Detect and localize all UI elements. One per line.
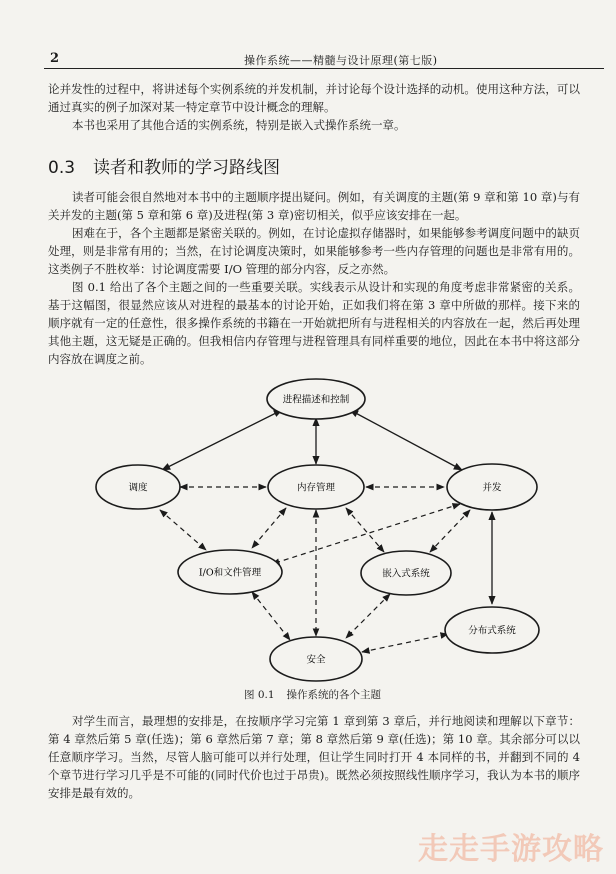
paragraph-5: 图 0.1 给出了各个主题之间的一些重要关联。实线表示从设计和实现的角度考虑非常紧密的关系。基于这幅图，很显然应该从对进程的最基本的讨论开始，正如我们将在第 3 章中所做的那样。接下来的顺序就有一定的任意性，很多操作系统的书籍在一开始就把所有与进程相关的内容放在一起，然后再处理其他主题，这无疑是正确的。但我相信内存管理与进程管理具有同样重要的地位，因此在本书中将这部分内容放在调度之前。 bbox=[48, 280, 580, 366]
paragraph-4: 困难在于，各个主题都是紧密关联的。例如，在讨论虚拟存储器时，如果能够参考调度问题中的缺页处理，则是非常有用的；当然，在讨论调度决策时，如果能够参考一些内存管理的问题也是非常有用的。这类例子不胜枚举：讨论调度需要 I/O 管理的部分内容，反之亦然。 bbox=[48, 226, 580, 276]
page-number: 2 bbox=[50, 51, 60, 66]
edge-process-scheduling bbox=[162, 410, 282, 470]
node-memory-label: 内存管理 bbox=[296, 482, 336, 494]
node-scheduling-label: 调度 bbox=[128, 482, 148, 494]
paragraph-2: 本书也采用了其他合适的实例系统，特别是嵌入式操作系统一章。 bbox=[72, 118, 406, 132]
edge-scheduling-io bbox=[160, 510, 206, 550]
node-process-label: 进程描述和控制 bbox=[282, 394, 350, 406]
node-security bbox=[270, 637, 362, 681]
node-concurrency-label: 并发 bbox=[482, 482, 502, 494]
node-io-files bbox=[178, 550, 282, 594]
edge-embedded-security bbox=[346, 594, 390, 638]
node-security-label: 安全 bbox=[306, 654, 326, 666]
node-memory bbox=[268, 465, 364, 509]
watermark-logo: 走走手游攻略 bbox=[418, 832, 604, 867]
edge-memory-io bbox=[252, 508, 286, 548]
figure-caption bbox=[244, 687, 381, 702]
node-concurrency bbox=[447, 464, 537, 510]
node-distributed-label: 分布式系统 bbox=[468, 625, 516, 637]
figure-number: 图 0.1 bbox=[244, 689, 275, 701]
node-embedded bbox=[361, 551, 451, 595]
node-scheduling bbox=[96, 465, 180, 509]
edge-concurrency-embedded bbox=[430, 510, 470, 552]
paragraph-6: 对学生而言，最理想的安排是，在按顺序学习完第 1 章到第 3 章后，并行地阅读和理解以下章节：第 4 章然后第 5 章(任选)；第 6 章然后第 7 章；第 8 章然后第 9 章(任选)；第 10 章。其余部分可以以任意顺序学习。当然，尽管人脑可能可以并行处理，但让学生同时打开 4 本同样的书，并翻到不同的 4 个章节进行学习几乎是不可能的(同时代价也过于昂贵)。既然必须按照线性顺序学习，我认为本书的顺序安排是最有效的。 bbox=[48, 714, 580, 800]
node-embedded-label: 嵌入式系统 bbox=[382, 568, 430, 580]
running-title: 操作系统——精髓与设计原理(第七版) bbox=[244, 54, 438, 67]
section-title: 读者和教师的学习路线图 bbox=[93, 158, 281, 178]
figure-caption-text: 操作系统的各个主题 bbox=[286, 689, 382, 701]
node-process bbox=[267, 379, 365, 419]
section-number: 0.3 bbox=[48, 158, 76, 178]
node-distributed bbox=[445, 607, 539, 653]
node-io-files-label: I/O和文件管理 bbox=[198, 567, 262, 579]
paragraph-3: 读者可能会很自然地对本书中的主题顺序提出疑问。例如，有关调度的主题(第 9 章和第 10 章)与有关并发的主题(第 5 章和第 6 章)及进程(第 3 章)密切相关，似乎应该安排在一起。 bbox=[48, 190, 580, 222]
edge-security-distributed bbox=[362, 634, 448, 652]
edge-io-security bbox=[252, 592, 290, 640]
paragraph-1: 论并发性的过程中，将讲述每个实例系统的并发机制，并讨论每个设计选择的动机。使用这种方法，可以通过真实的例子加深对某一特定章节中设计概念的理解。 bbox=[48, 82, 580, 114]
edge-process-concurrency bbox=[350, 410, 462, 470]
